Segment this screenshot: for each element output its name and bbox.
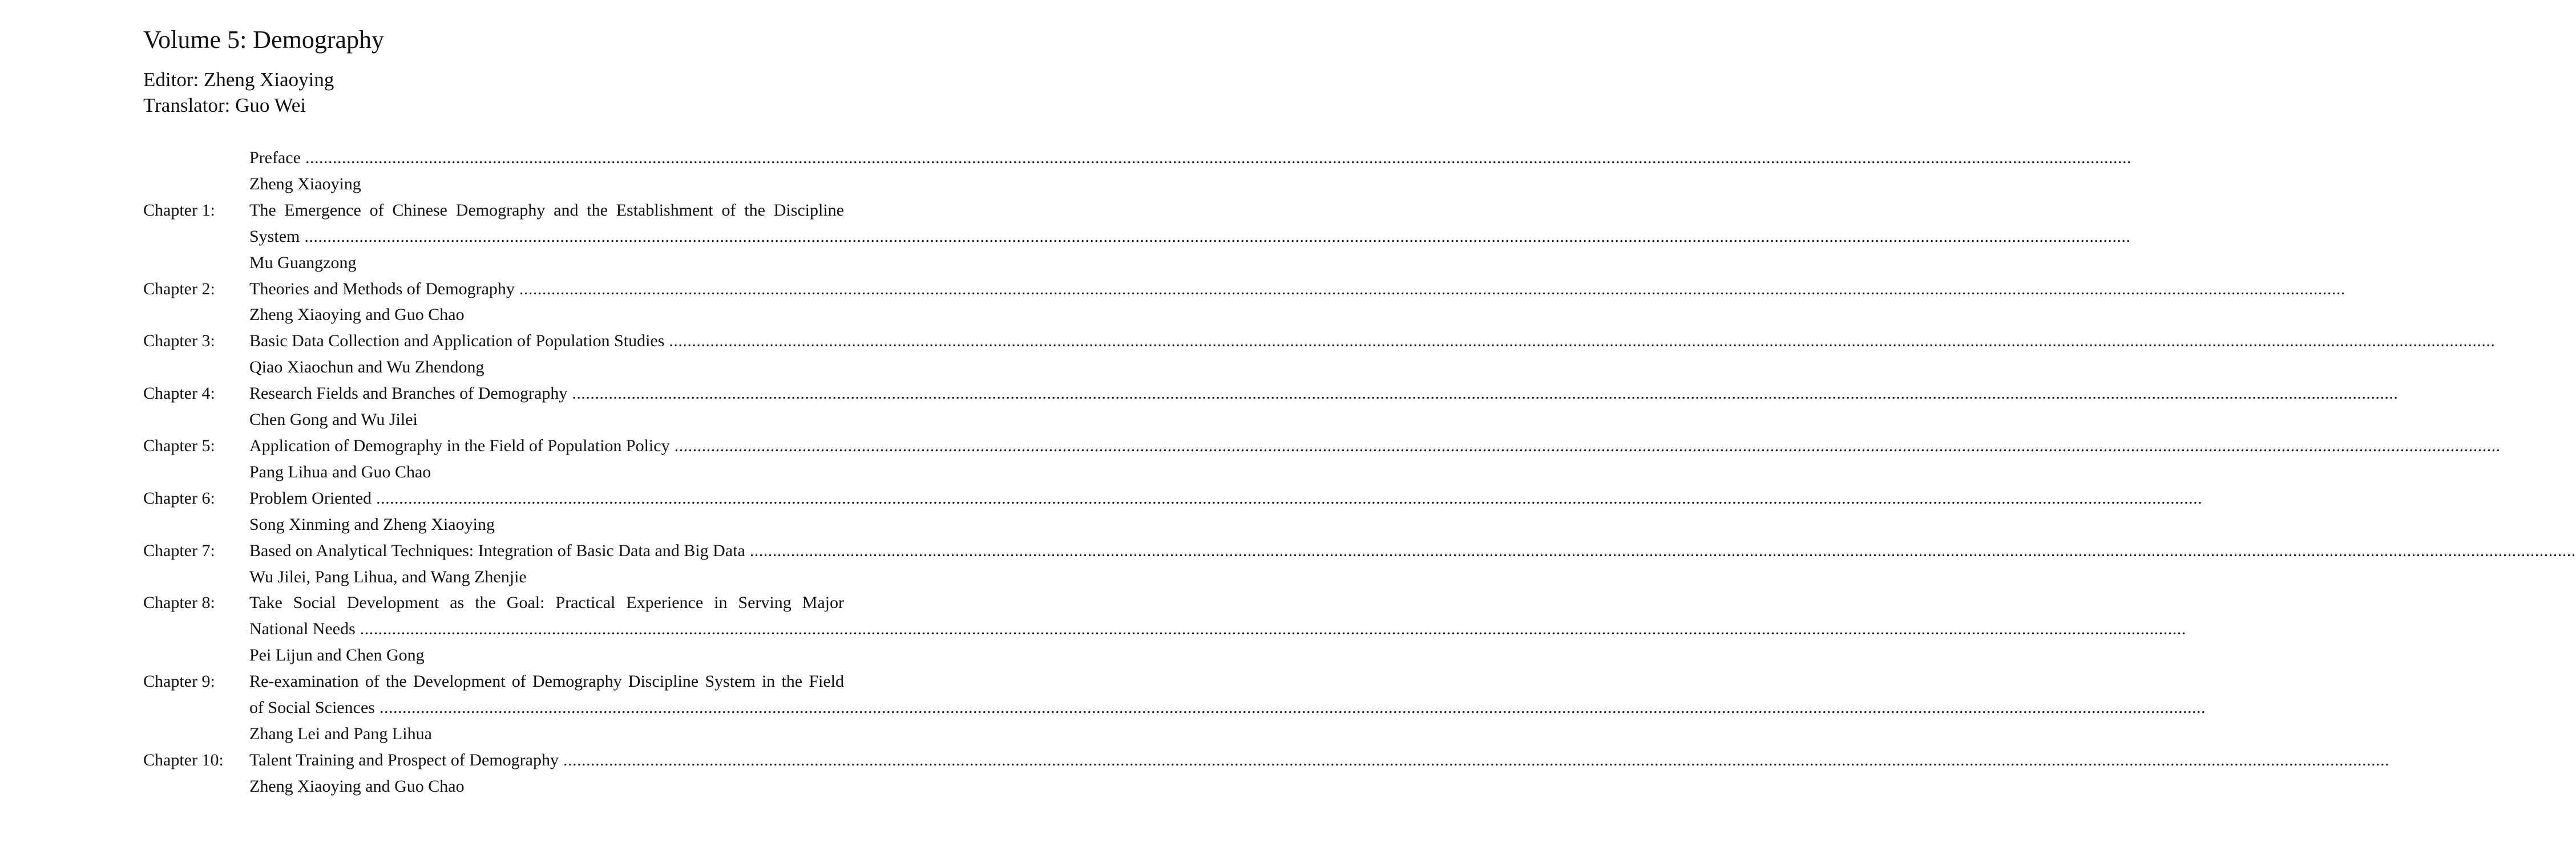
credits (143, 67, 334, 118)
chapter-title[interactable]: of Social Sciences (249, 698, 375, 718)
dot-leader: ................................................................................................................................................................................................................................................................................................................................................................................................................ (304, 226, 2131, 246)
chapter-authors: Pei Lijun and Chen Gong (249, 646, 425, 665)
chapter-title: Re-examination of the Development of Demography Discipline System in the Field (249, 672, 844, 691)
chapter-title: Take Social Development as the Goal: Practical Experience in Serving Major (249, 593, 844, 613)
chapter-title[interactable]: National Needs (249, 619, 356, 639)
toc-entry[interactable] (143, 538, 2576, 590)
entry-body (249, 433, 2501, 485)
chapter-title[interactable]: Research Fields and Branches of Demography (249, 384, 568, 403)
entry-body (249, 668, 2206, 747)
chapter-title-line (249, 145, 2131, 171)
toc-entry[interactable] (143, 276, 2345, 329)
dot-leader: ................................................................................................................................................................................................................................................................................................................................................................................................................ (360, 619, 2186, 639)
chapter-label: Chapter 4: (143, 384, 215, 403)
chapter-authors: Zheng Xiaoying and Guo Chao (249, 776, 465, 796)
chapter-label: Chapter 9: (143, 672, 215, 691)
table-of-contents (143, 145, 2576, 800)
dot-leader: ................................................................................................................................................................................................................................................................................................................................................................................................................ (376, 488, 2203, 508)
dot-leader: ................................................................................................................................................................................................................................................................................................................................................................................................................ (563, 750, 2389, 769)
chapter-label: Chapter 8: (143, 593, 215, 613)
entry-body (249, 590, 2186, 668)
chapter-authors: Mu Guangzong (249, 253, 357, 272)
chapter-authors: Zhang Lei and Pang Lihua (249, 724, 432, 743)
entry-body (249, 380, 2399, 433)
chapter-title-line (249, 538, 2576, 564)
chapter-title[interactable]: System (249, 226, 300, 246)
chapter-title[interactable]: Problem Oriented (249, 488, 372, 508)
chapter-title[interactable]: Application of Demography in the Field of Population Policy (249, 436, 670, 455)
entry-body (249, 485, 2203, 538)
chapter-title-line (249, 695, 2206, 721)
toc-entry[interactable] (143, 145, 2131, 197)
chapter-title[interactable]: Basic Data Collection and Application of Population Studies (249, 331, 665, 351)
dot-leader: ................................................................................................................................................................................................................................................................................................................................................................................................................ (669, 331, 2496, 351)
chapter-title-line (249, 328, 2496, 354)
dot-leader: ................................................................................................................................................................................................................................................................................................................................................................................................................ (749, 541, 2576, 560)
entry-body (249, 747, 2389, 800)
chapter-authors: Chen Gong and Wu Jilei (249, 410, 418, 429)
chapter-title[interactable]: Based on Analytical Techniques: Integration of Basic Data and Big Data (249, 541, 745, 560)
entry-body (249, 538, 2576, 590)
entry-body (249, 197, 2131, 276)
toc-entry[interactable] (143, 328, 2496, 380)
volume-title: Volume 5: Demography (143, 26, 385, 54)
dot-leader: ................................................................................................................................................................................................................................................................................................................................................................................................................ (519, 279, 2345, 298)
chapter-title-line (249, 224, 2131, 250)
editor-line: Editor: Zheng Xiaoying (143, 68, 334, 91)
toc-entry[interactable] (143, 380, 2399, 433)
chapter-title-line (249, 276, 2345, 302)
toc-entry[interactable] (143, 485, 2203, 538)
chapter-title-line (249, 485, 2203, 512)
chapter-authors: Song Xinming and Zheng Xiaoying (249, 514, 495, 534)
chapter-label: Chapter 10: (143, 750, 224, 769)
translator-line: Translator: Guo Wei (143, 94, 306, 116)
dot-leader: ................................................................................................................................................................................................................................................................................................................................................................................................................ (379, 698, 2206, 718)
chapter-authors: Wu Jilei, Pang Lihua, and Wang Zhenjie (249, 567, 527, 586)
entry-body (249, 276, 2345, 329)
chapter-authors: Qiao Xiaochun and Wu Zhendong (249, 358, 484, 377)
dot-leader: ................................................................................................................................................................................................................................................................................................................................................................................................................ (572, 384, 2399, 403)
chapter-label (143, 145, 249, 197)
chapter-title: The Emergence of Chinese Demography and the Establishment of the Discipline (249, 200, 844, 220)
dot-leader: ................................................................................................................................................................................................................................................................................................................................................................................................................ (305, 148, 2131, 167)
chapter-title[interactable]: Preface (249, 148, 301, 167)
chapter-title-line (249, 616, 2186, 642)
chapter-authors: Zheng Xiaoying (249, 174, 361, 193)
chapter-authors: Pang Lihua and Guo Chao (249, 462, 431, 481)
chapter-label: Chapter 3: (143, 331, 215, 351)
chapter-label: Chapter 6: (143, 488, 215, 508)
toc-entry[interactable] (143, 590, 2186, 668)
toc-entry[interactable] (143, 433, 2501, 485)
toc-entry[interactable] (143, 747, 2389, 800)
chapter-title[interactable]: Talent Training and Prospect of Demography (249, 750, 559, 769)
entry-body (249, 145, 2131, 197)
toc-entry[interactable] (143, 668, 2206, 747)
chapter-label: Chapter 7: (143, 541, 215, 560)
chapter-title-line (249, 747, 2389, 773)
chapter-title[interactable]: Theories and Methods of Demography (249, 279, 515, 298)
chapter-label: Chapter 1: (143, 200, 215, 220)
dot-leader: ................................................................................................................................................................................................................................................................................................................................................................................................................ (674, 436, 2501, 455)
chapter-label: Chapter 5: (143, 436, 215, 455)
chapter-title-line (249, 380, 2399, 407)
toc-entry[interactable] (143, 197, 2131, 276)
entry-body (249, 328, 2496, 380)
chapter-title-line (249, 433, 2501, 459)
chapter-label: Chapter 2: (143, 279, 215, 298)
chapter-authors: Zheng Xiaoying and Guo Chao (249, 305, 465, 325)
